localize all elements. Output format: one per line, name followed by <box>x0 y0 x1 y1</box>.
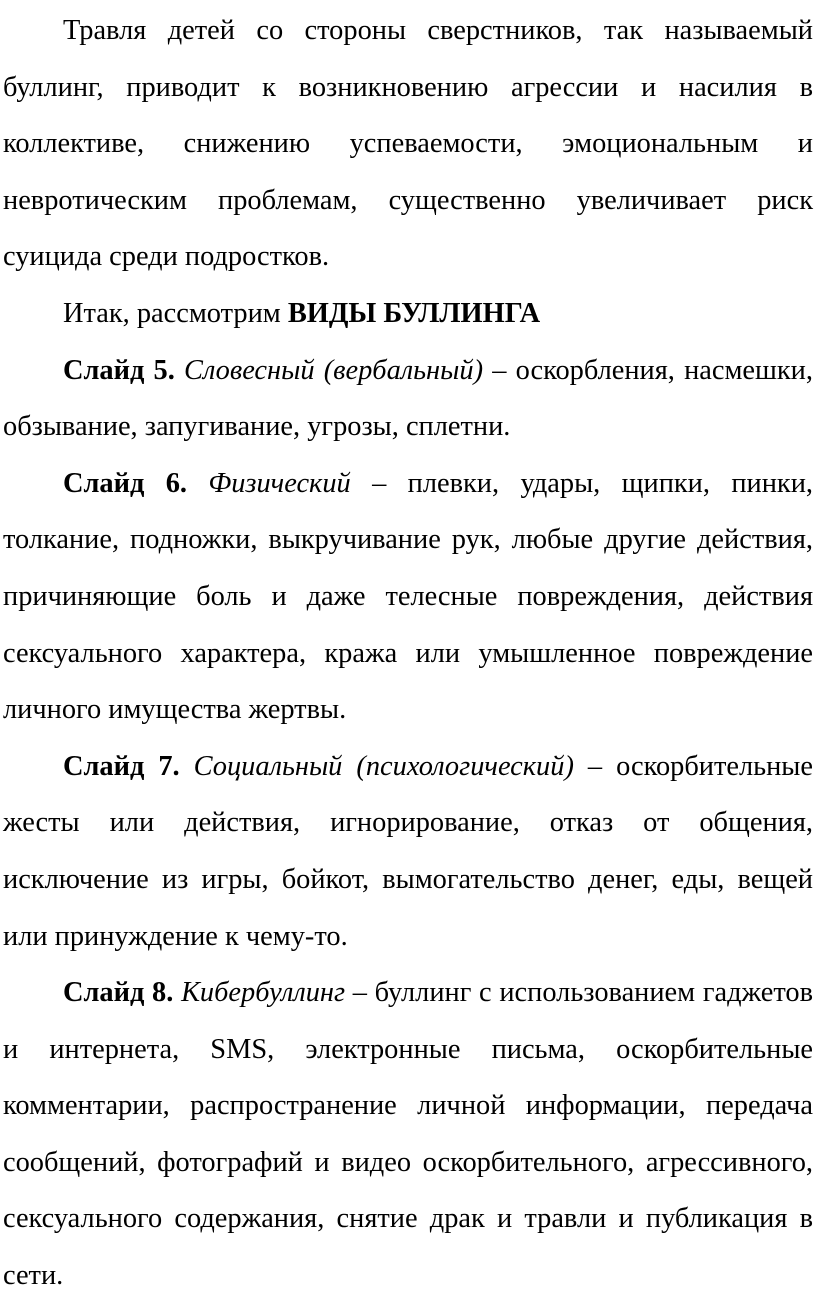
slide-5-term: Словесный (вербальный) <box>184 354 484 386</box>
slide-6-dash: – <box>350 467 408 499</box>
slide-6-label: Слайд 6. <box>63 467 187 499</box>
slide-6-term: Физический <box>208 467 351 499</box>
document-page <box>3 3 813 1305</box>
slide-5-paragraph <box>3 343 813 456</box>
slide-7-description: оскорбительные жесты или действия, игнорирование, отказ от общения, исключение из игры, бойкот, вымогательство денег, еды, вещей или принуждение к чему-то. <box>3 750 813 952</box>
slide-7-paragraph <box>3 739 813 965</box>
slide-5-description: оскорбления, насмешки, обзывание, запугивание, угрозы, сплетни. <box>3 354 813 443</box>
slide-6-paragraph <box>3 456 813 739</box>
intro-paragraph: Травля детей со стороны сверстников, так называемый буллинг, приводит к возникновению агрессии и насилия в коллективе, снижению успеваемости, эмоциональным и невротическим проблемам, существенно увеличивает риск суицида среди подростков. <box>3 15 813 273</box>
slide-8-dash: – <box>345 977 375 1009</box>
slide-8-paragraph <box>3 965 813 1305</box>
slide-6-description: плевки, удары, щипки, пинки, толкание, подножки, выкручивание рук, любые другие действия, причиняющие боль и даже телесные повреждения, действия сексуального характера, кража или умышленное повреждение личного имущества жертвы. <box>3 467 813 726</box>
types-intro-lead: Итак, рассмотрим <box>63 297 288 329</box>
slide-8-label: Слайд 8. <box>63 977 174 1009</box>
slide-8-description: буллинг с использованием гаджетов и интернета, SMS, электронные письма, оскорбительные комментарии, распространение личной информации, передача сообщений, фотографий и видео оскорбительного, агрессивного, сексуального содержания, снятие драк и травли и публикация в сети. <box>3 977 813 1292</box>
slide-8-term: Кибербуллинг <box>181 977 346 1009</box>
slide-5-dash: – <box>483 354 516 386</box>
slide-5-label: Слайд 5. <box>63 354 175 386</box>
types-heading: ВИДЫ БУЛЛИНГА <box>287 297 541 329</box>
slide-7-dash: – <box>573 750 617 782</box>
types-intro-paragraph <box>3 286 813 343</box>
slide-7-label: Слайд 7. <box>63 750 180 782</box>
slide-7-term: Социальный (психологический) <box>193 750 574 782</box>
